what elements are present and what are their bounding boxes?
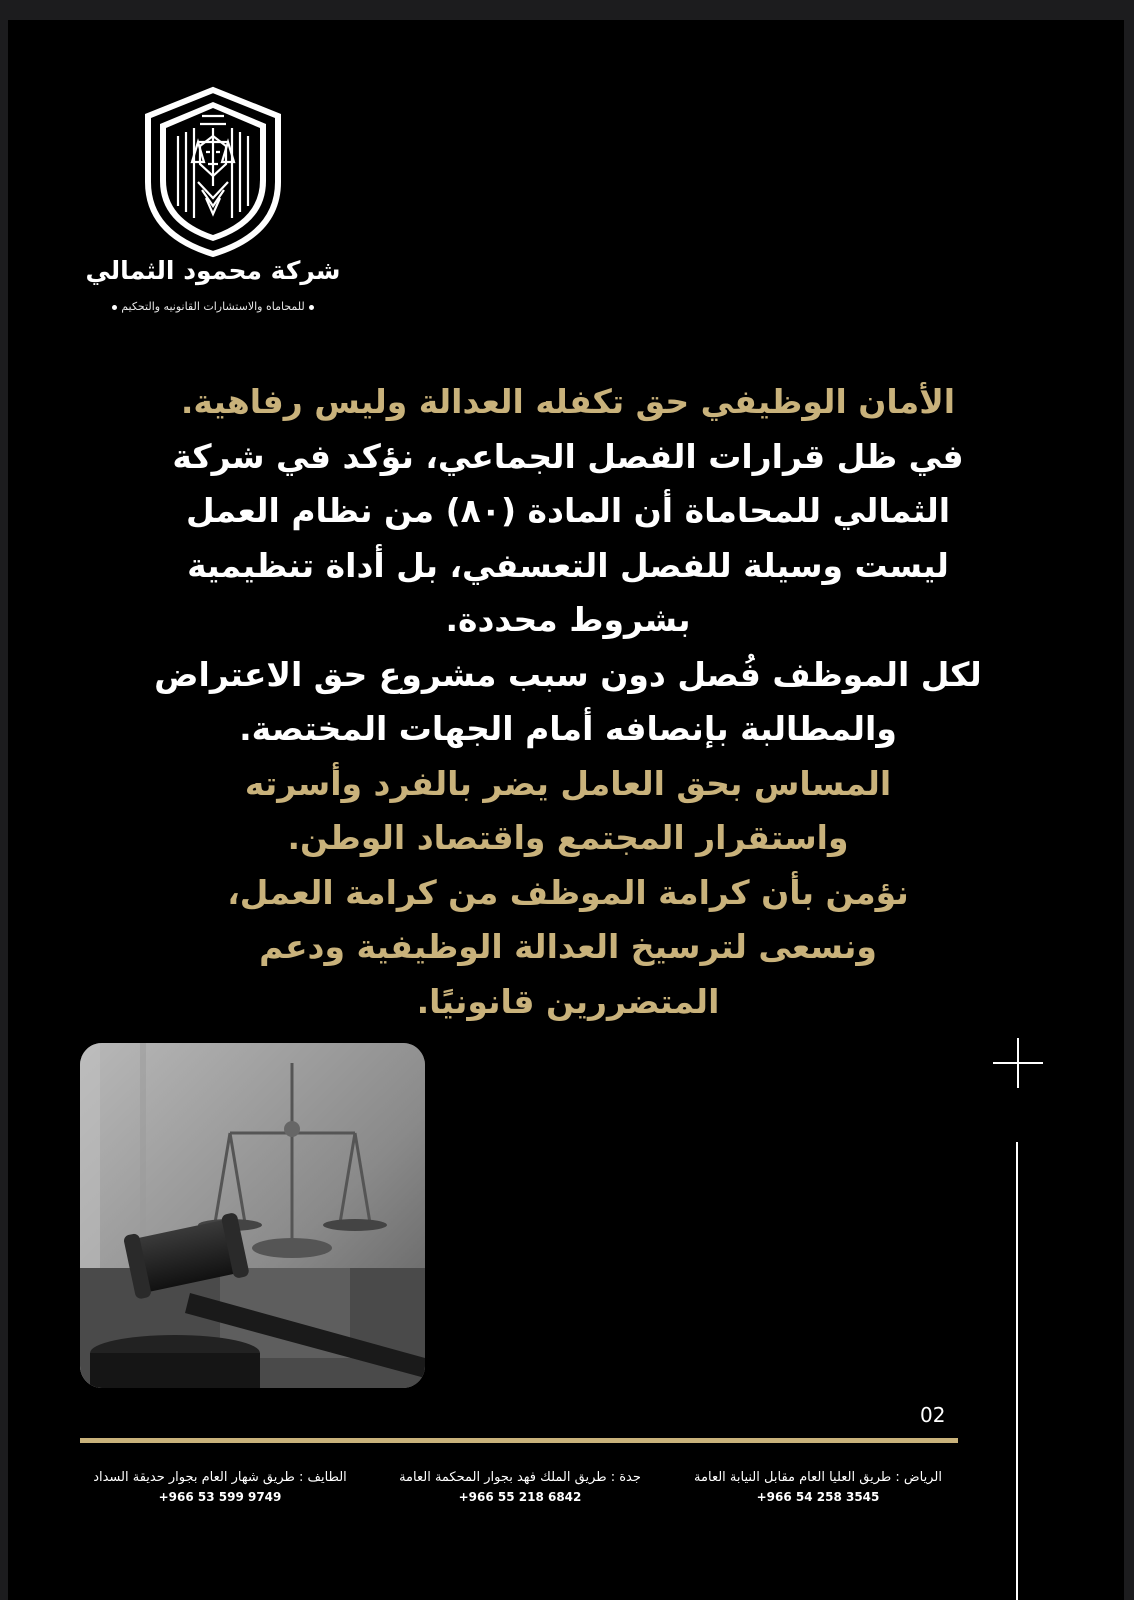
statement-line: الأمان الوظيفي حق تكفله العدالة وليس رفاهية. xyxy=(180,382,956,421)
page-number: 02 xyxy=(920,1403,946,1427)
statement-line: ليست وسيلة للفصل التعسفي، بل أداة تنظيمية xyxy=(187,545,949,585)
statement-line: بشروط محددة. xyxy=(445,600,691,639)
bullet-icon xyxy=(112,305,117,310)
footer-contacts xyxy=(48,1470,968,1530)
gavel-scales-photo xyxy=(80,1043,425,1388)
company-logo-icon xyxy=(138,86,288,258)
office-address: الرياض : طريق العليا العام مقابل النيابة العامة xyxy=(694,1470,942,1485)
statement-line: المساس بحق العامل يضر بالفرد وأسرته xyxy=(244,763,892,803)
office-phone: +966 55 218 6842 xyxy=(458,1490,582,1504)
office-riyadh xyxy=(668,1470,968,1504)
office-jeddah xyxy=(370,1470,670,1504)
gold-divider xyxy=(80,1438,958,1443)
statement-line: ونسعى لترسيخ العدالة الوظيفية ودعم xyxy=(259,927,877,966)
office-address: الطايف : طريق شهار العام بجوار حديقة السداد xyxy=(93,1470,347,1485)
top-strip xyxy=(0,0,1134,20)
statement-line: والمطالبة بإنصافه أمام الجهات المختصة. xyxy=(239,709,897,748)
office-phone: +966 54 258 3545 xyxy=(756,1490,880,1504)
bullet-icon xyxy=(309,305,314,310)
statement-text xyxy=(98,375,1038,1029)
statement-line: المتضررين قانونيًا. xyxy=(416,981,720,1021)
office-address: جدة : طريق الملك فهد بجوار المحكمة العامة xyxy=(399,1470,641,1485)
statement-line: واستقرار المجتمع واقتصاد الوطن. xyxy=(287,818,849,857)
statement-line: نؤمن بأن كرامة الموظف من كرامة العمل، xyxy=(227,872,909,912)
office-taif xyxy=(70,1470,370,1504)
office-phone: +966 53 599 9749 xyxy=(158,1490,282,1504)
statement-line: الثمالي للمحاماة أن المادة (٨٠) من نظام العمل xyxy=(185,491,951,530)
crosshair-icon xyxy=(993,1038,1043,1088)
statement-line: في ظل قرارات الفصل الجماعي، نؤكد في شركة xyxy=(172,436,964,476)
statement-line: لكل الموظف فُصل دون سبب مشروع حق الاعتراض xyxy=(154,654,982,694)
company-tagline xyxy=(78,300,348,313)
page xyxy=(8,20,1124,1600)
company-name: شركة محمود الثمالي xyxy=(85,256,341,285)
tagline-text: للمحاماه والاستشارات القانونيه والتحكيم xyxy=(121,300,305,313)
vertical-divider xyxy=(1016,1142,1018,1600)
